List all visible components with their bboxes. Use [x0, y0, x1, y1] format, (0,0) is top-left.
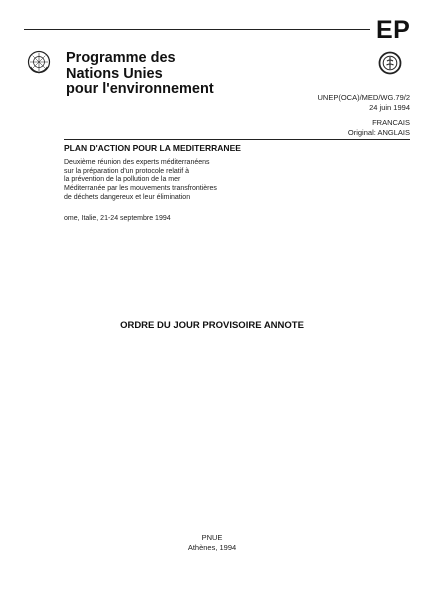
language-block [290, 118, 410, 138]
place-year: Athènes, 1994 [187, 543, 237, 552]
unep-emblem-icon [378, 51, 402, 75]
meeting-venue: ome, Italie, 21-24 septembre 1994 [64, 215, 171, 222]
plan-title: PLAN D'ACTION POUR LA MEDITERRANEE [64, 143, 241, 153]
footer [0, 533, 424, 553]
meeting-line: Méditerranée par les mouvements transfrontières [64, 185, 217, 193]
document-symbol: UNEP(OCA)/MED/WG.79/2 [317, 93, 410, 102]
header-rule [24, 29, 370, 30]
publisher: PNUE [201, 533, 223, 542]
document-title: ORDRE DU JOUR PROVISOIRE ANNOTE [120, 320, 304, 331]
un-emblem-icon [27, 50, 51, 74]
document-language: FRANCAIS [372, 118, 410, 127]
document-code: EP [376, 16, 411, 44]
organization-name [66, 51, 266, 98]
section-rule [64, 139, 410, 140]
meeting-line: de déchets dangereux et leur élimination [64, 193, 191, 201]
org-name-line-2: Nations Unies [66, 65, 163, 82]
meeting-line: Deuxième réunion des experts méditerranéens [64, 159, 210, 166]
document-symbol-block [260, 93, 410, 113]
meeting-line: la prévention de la pollution de la mer [64, 176, 181, 184]
meeting-description [64, 159, 254, 203]
original-language: Original: ANGLAIS [347, 128, 410, 137]
org-name-line-3: pour l'environnement [66, 81, 214, 97]
org-name-line-1: Programme des [66, 50, 176, 66]
meeting-line: sur la préparation d'un protocole relatif à [64, 167, 190, 175]
document-date: 24 juin 1994 [369, 103, 410, 112]
